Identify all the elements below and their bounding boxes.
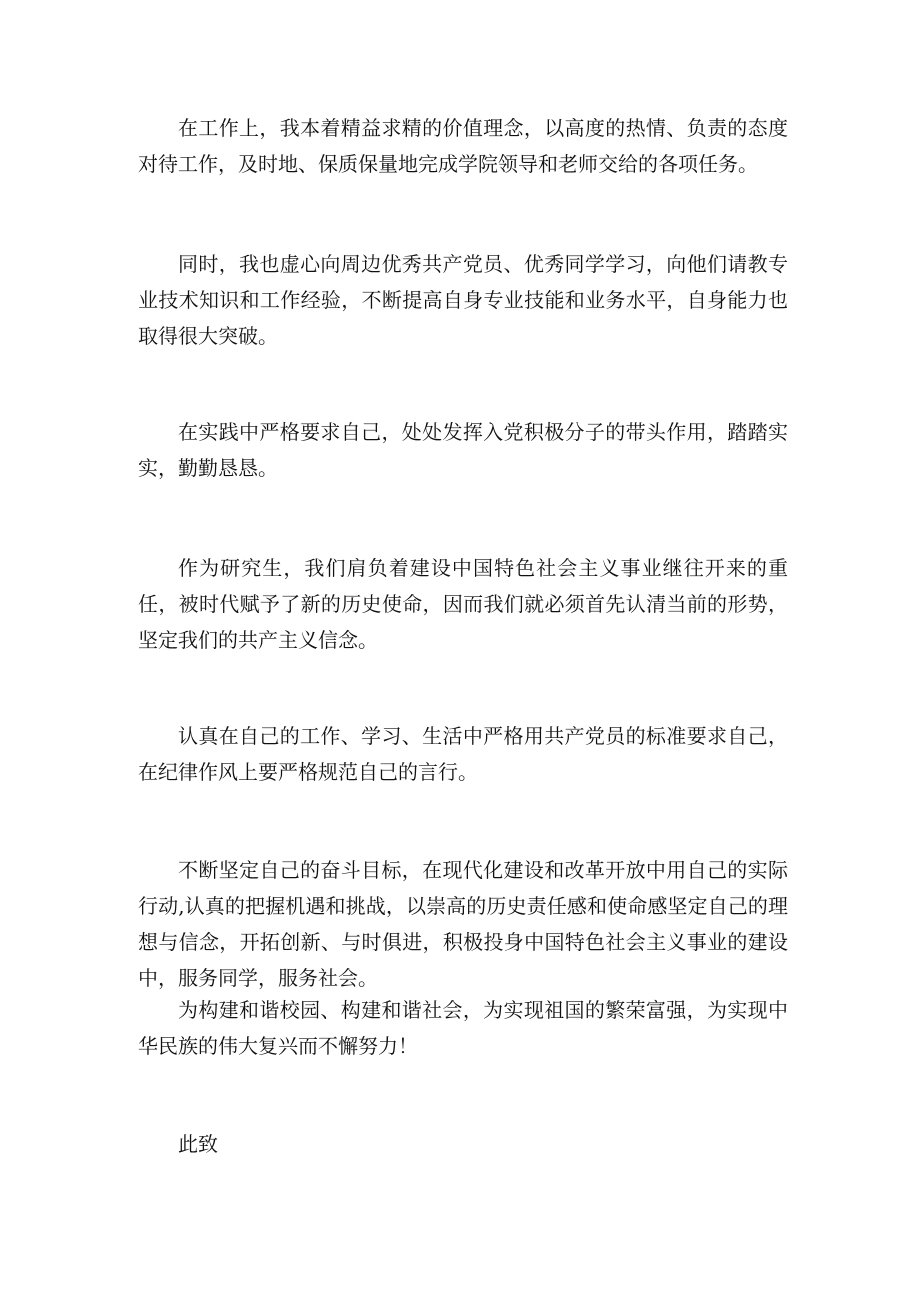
paragraph-mission: 作为研究生，我们肩负着建设中国特色社会主义事业继往开来的重任，被时代赋予了新的历史使命，因而我们就必须首先认清当前的形势，坚定我们的共产主义信念。 <box>138 556 788 652</box>
paragraph-work-attitude: 在工作上，我本着精益求精的价值理念，以高度的热情、负责的态度对待工作，及时地、保质保量地完成学院领导和老师交给的各项任务。 <box>138 116 788 176</box>
closing-salutation: 此致 <box>178 1132 218 1156</box>
paragraph-discipline: 认真在自己的工作、学习、生活中严格用共产党员的标准要求自己，在纪律作风上要严格规范自己的言行。 <box>138 724 788 784</box>
paragraph-practice: 在实践中严格要求自己，处处发挥入党积极分子的带头作用，踏踏实实，勤勤恳恳。 <box>138 420 788 480</box>
paragraph-goals: 不断坚定自己的奋斗目标，在现代化建设和改革开放中用自己的实际行动,认真的把握机遇和挑战，以崇高的历史责任感和使命感坚定自己的理想与信念，开拓创新、与时俱进，积极投身中国特色社会主义事业的建设中，服务同学，服务社会。 <box>138 858 788 990</box>
paragraph-aspiration: 为构建和谐校园、构建和谐社会，为实现祖国的繁荣富强，为实现中华民族的伟大复兴而不懈努力！ <box>138 998 788 1058</box>
paragraph-learning: 同时，我也虚心向周边优秀共产党员、优秀同学学习，向他们请教专业技术知识和工作经验，不断提高自身专业技能和业务水平，自身能力也取得很大突破。 <box>138 252 788 348</box>
